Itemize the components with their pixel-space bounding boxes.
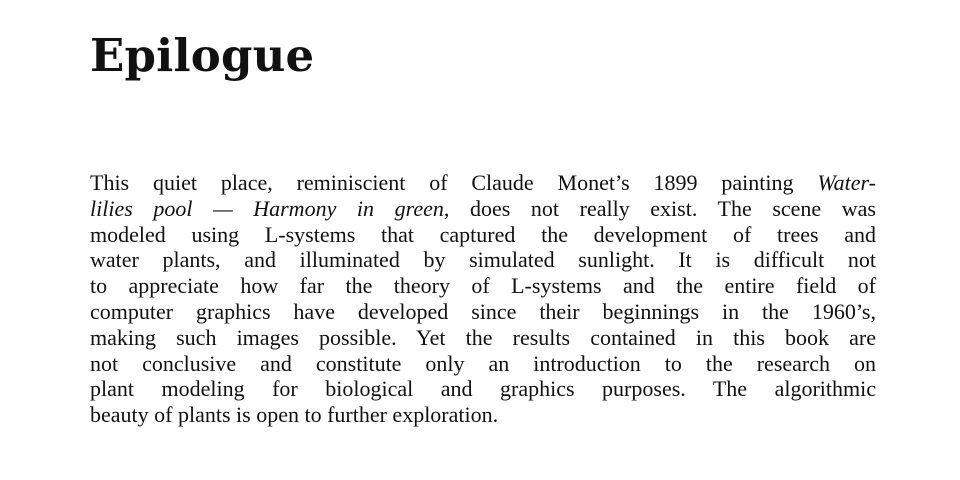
text-run: , does not really exist. The scene was [443, 195, 876, 221]
paragraph-line: plant modeling for biological and graphics purposes. The algorithmic [90, 376, 876, 402]
paragraph-line: to appreciate how far the theory of L-systems and the entire field of [90, 273, 876, 299]
text-run: This quiet place, reminiscient of Claude Monet’s 1899 painting [90, 170, 818, 195]
paragraph-line: water plants, and illuminated by simulated sunlight. It is difficult not [90, 247, 876, 273]
chapter-title: Epilogue [90, 29, 315, 82]
paragraph-line [90, 196, 876, 222]
italic-title-run: lilies pool — Harmony in green [90, 195, 444, 221]
paragraph-line: making such images possible. Yet the results contained in this book are [90, 324, 876, 350]
paragraph-line: beauty of plants is open to further exploration. [90, 402, 499, 428]
book-page [90, 0, 876, 480]
paragraph-line: modeled using L-systems that captured the development of trees and [90, 221, 876, 247]
paragraph-line [90, 170, 876, 196]
paragraph-line: not conclusive and constitute only an introduction to the research on [90, 350, 876, 376]
epilogue-paragraph [90, 170, 876, 428]
italic-title-run: Water- [817, 170, 876, 195]
paragraph-line: computer graphics have developed since their beginnings in the 1960’s, [90, 298, 876, 324]
